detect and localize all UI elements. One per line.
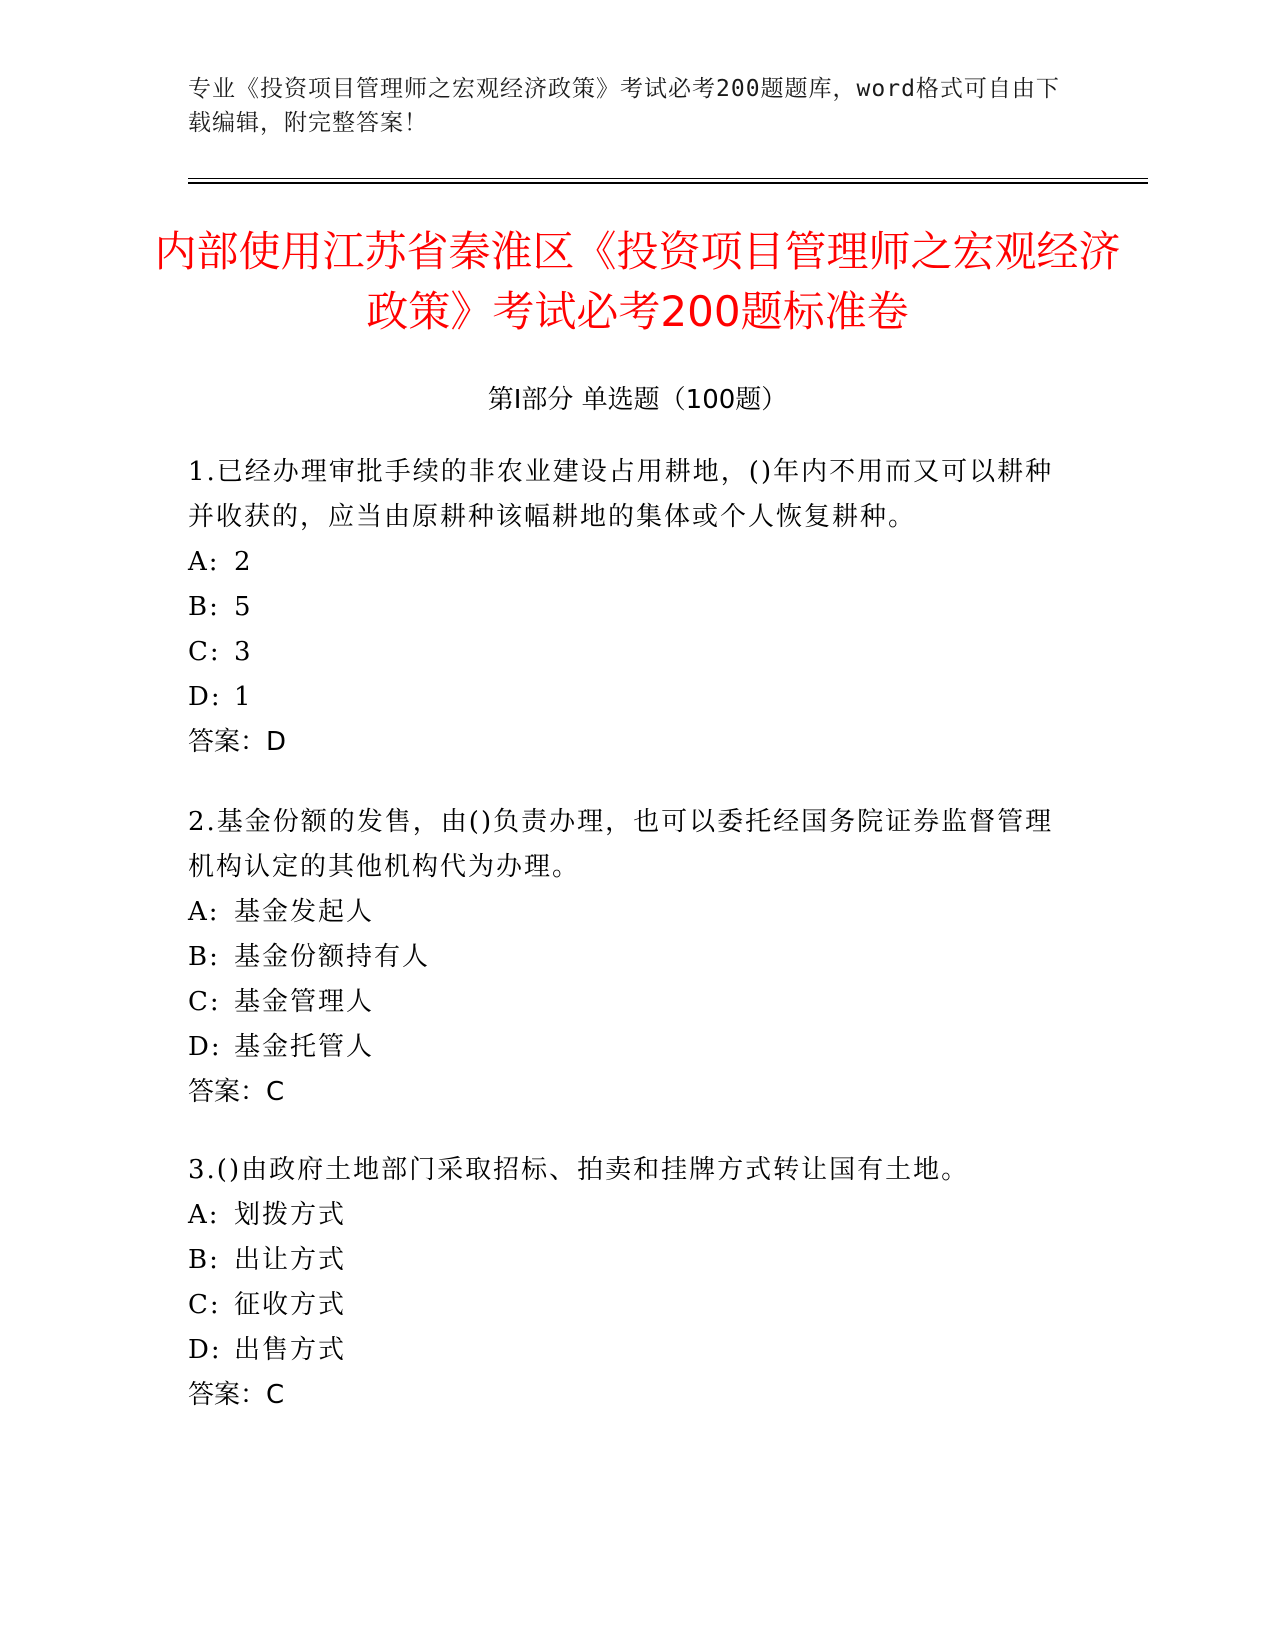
option-d [188,675,1068,720]
option-a [188,890,1068,935]
question-2 [188,800,1068,1115]
answer-value: C [266,1380,285,1410]
header-note: 专业《投资项目管理师之宏观经济政策》考试必考200题题库，word格式可自由下载编辑，附完整答案！ [188,76,1060,136]
option-label: D: [188,1335,222,1365]
answer-prefix: 答案： [188,727,267,757]
question-1 [188,450,1068,765]
answer-value: C [266,1077,285,1107]
option-c [188,630,1068,675]
question-stem: 1.已经办理审批手续的非农业建设占用耕地，()年内不用而又可以耕种并收获的，应当由原耕种该幅耕地的集体或个人恢复耕种。 [188,457,1054,532]
option-label: C: [188,637,221,667]
header-rule-thin [188,178,1148,179]
option-label: C: [188,987,221,1017]
document-title: 内部使用江苏省秦淮区《投资项目管理师之宏观经济政策》考试必考200题标准卷 [154,227,1121,336]
header-rule-thick [188,182,1148,184]
option-text: 征收方式 [234,1290,347,1320]
question-stem: 2.基金份额的发售，由()负责办理，也可以委托经国务院证券监督管理机构认定的其他机构代为办理。 [188,807,1054,882]
option-text: 基金份额持有人 [234,942,431,972]
option-text: 基金发起人 [234,897,375,927]
question-3 [188,1148,1068,1418]
option-label: C: [188,1290,221,1320]
option-d [188,1328,1068,1373]
option-c [188,1283,1068,1328]
option-d [188,1025,1068,1070]
option-label: A: [188,1200,220,1230]
option-text: 3 [234,637,253,667]
option-label: B: [188,1245,220,1275]
option-b [188,1238,1068,1283]
option-c [188,980,1068,1025]
option-text: 2 [234,547,253,577]
option-text: 基金管理人 [234,987,375,1017]
answer-line [188,720,1068,765]
option-text: 出让方式 [234,1245,347,1275]
answer-line [188,1373,1068,1418]
option-b [188,935,1068,980]
option-label: A: [188,897,220,927]
option-b [188,585,1068,630]
option-text: 划拨方式 [234,1200,347,1230]
answer-prefix: 答案： [188,1380,267,1410]
section-title: 第Ⅰ部分 单选题（100题） [487,385,788,415]
option-a [188,540,1068,585]
answer-line [188,1070,1068,1115]
option-text: 出售方式 [234,1335,347,1365]
option-a [188,1193,1068,1238]
option-label: B: [188,942,220,972]
option-text: 1 [234,682,253,712]
option-label: B: [188,592,220,622]
question-stem: 3.()由政府土地部门采取招标、拍卖和挂牌方式转让国有土地。 [188,1155,970,1185]
option-text: 5 [234,592,253,622]
option-text: 基金托管人 [234,1032,375,1062]
option-label: A: [188,547,220,577]
answer-prefix: 答案： [188,1077,267,1107]
option-label: D: [188,1032,222,1062]
answer-value: D [266,727,287,757]
option-label: D: [188,682,222,712]
